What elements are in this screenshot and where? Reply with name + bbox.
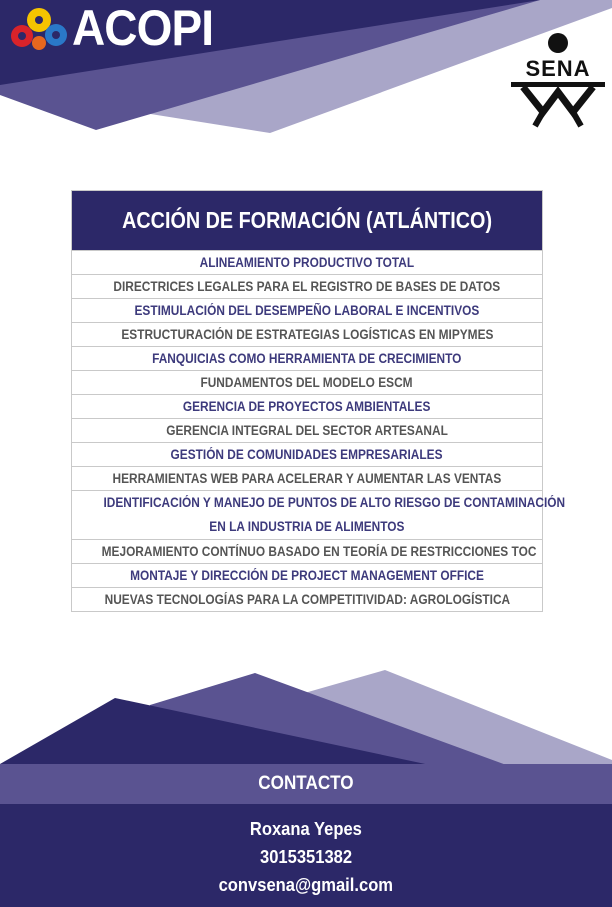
table-row: MEJORAMIENTO CONTÍNUO BASADO EN TEORÍA DE RESTRICCIONES TOC	[72, 539, 542, 563]
table-row: GESTIÓN DE COMUNIDADES EMPRESARIALES	[72, 442, 542, 466]
table-row: NUEVAS TECNOLOGÍAS PARA LA COMPETITIVIDAD: AGROLOGÍSTICA	[72, 587, 542, 611]
contact-name: Roxana Yepes	[249, 819, 363, 839]
table-row: IDENTIFICACIÓN Y MANEJO DE PUNTOS DE ALTO RIESGO DE CONTAMINACIÓN EN LA INDUSTRIA DE ALIMENTOS	[72, 490, 542, 539]
contact-phone: 3015351382	[259, 847, 353, 867]
contact-details	[0, 804, 612, 907]
acopi-logo	[8, 2, 225, 54]
table-row: DIRECTRICES LEGALES PARA EL REGISTRO DE BASES DE DATOS	[72, 274, 542, 298]
table-row: FANQUICIAS COMO HERRAMIENTA DE CRECIMIENTO	[72, 346, 542, 370]
contact-heading: CONTACTO	[0, 764, 612, 804]
table-title: ACCIÓN DE FORMACIÓN (ATLÁNTICO)	[72, 191, 542, 250]
brand-name: ACOPI	[72, 0, 214, 56]
courses-table	[71, 190, 566, 612]
table-row: FUNDAMENTOS DEL MODELO ESCM	[72, 370, 542, 394]
acopi-gears-icon	[8, 3, 70, 53]
partner-name: SENA	[525, 56, 591, 81]
table-row: ALINEAMIENTO PRODUCTIVO TOTAL	[72, 250, 542, 274]
sena-logo	[509, 32, 607, 128]
table-row: GERENCIA DE PROYECTOS AMBIENTALES	[72, 394, 542, 418]
table-row: MONTAJE Y DIRECCIÓN DE PROJECT MANAGEMENT OFFICE	[72, 563, 542, 587]
table-row: GERENCIA INTEGRAL DEL SECTOR ARTESANAL	[72, 418, 542, 442]
table-row: ESTRUCTURACIÓN DE ESTRATEGIAS LOGÍSTICAS EN MIPYMES	[72, 322, 542, 346]
table-row: ESTIMULACIÓN DEL DESEMPEÑO LABORAL E INCENTIVOS	[72, 298, 542, 322]
table-row: HERRAMIENTAS WEB PARA ACELERAR Y AUMENTAR LAS VENTAS	[72, 466, 542, 490]
footer-decoration	[0, 660, 612, 770]
contact-email[interactable]: convsena@gmail.com	[218, 875, 394, 895]
